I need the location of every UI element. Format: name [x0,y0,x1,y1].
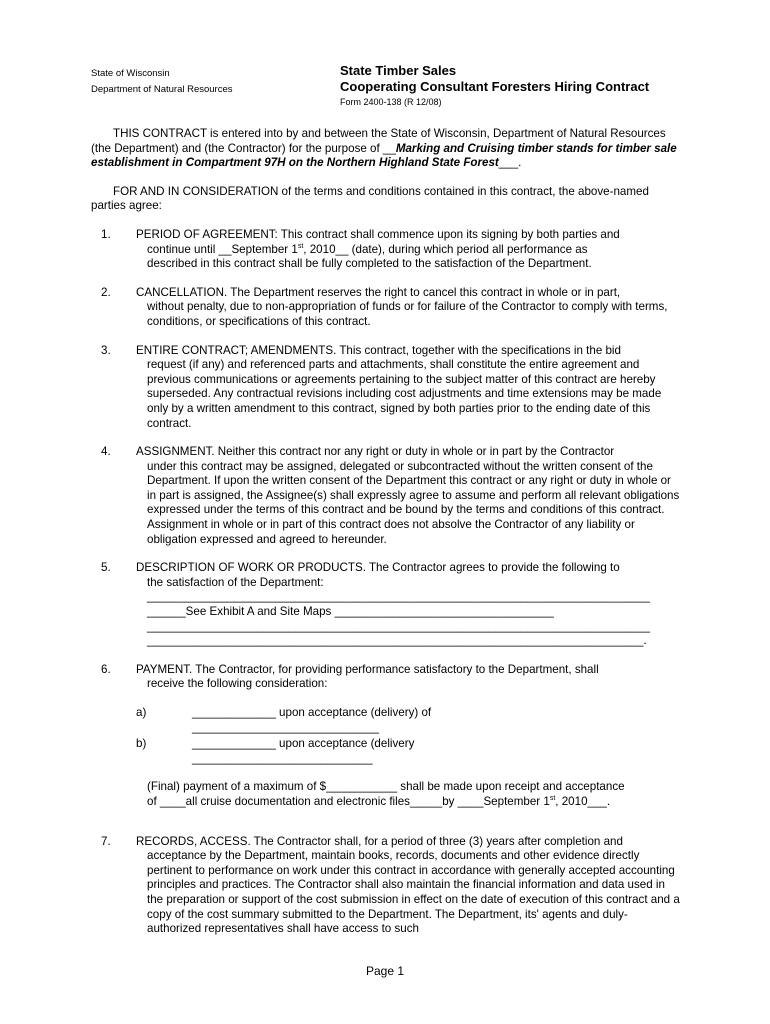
clause-number: 5. [101,561,111,575]
clause-records [91,835,681,937]
page-number: Page 1 [365,964,405,978]
intro-end: ___. [498,156,522,170]
clause-cancellation [91,286,681,330]
clause-number: 6. [101,662,111,676]
payment-line: _____________ upon acceptance (delivery [192,737,415,751]
clause-text-cont: the satisfaction of the Department: [147,575,324,589]
clause-number: 3. [101,343,111,357]
clause-number: 7. [101,834,111,848]
agency-state: State of Wisconsin [91,68,170,79]
clause-description [91,561,681,649]
intro-paragraph [91,127,681,171]
payment-label: b) [136,737,147,751]
clause-text: PAYMENT. The Contractor, for providing performance satisfactory to the Department, shall [136,662,599,676]
final-payment-pre: of ____all cruise documentation and electronic files_____by ____September 1 [147,794,550,808]
payment-line: _____________ upon acceptance (delivery) of [192,706,432,719]
clause-date-pre: continue until __September 1 [147,242,298,256]
final-payment-line: (Final) payment of a maximum of $___________ shall be made upon receipt and acceptance [147,780,625,794]
clause-text: PERIOD OF AGREEMENT: This contract shall commence upon its signing by both parties and [136,227,620,241]
purpose-text: Marking and Cruising timber stands for timber sale establishment in Compartment 97H on the Northern Highland State Forest [91,141,677,170]
ordinal-suffix: st [549,795,556,803]
clause-assignment [91,445,681,547]
document-subtitle: Cooperating Consultant Foresters Hiring Contract [340,79,650,94]
work-description-line: ______See Exhibit A and Site Maps __________________________________ [147,605,554,619]
title-block [340,63,649,108]
payment-blank: ____________________________ [192,751,373,765]
ordinal-suffix: st [297,242,304,250]
document-title: State Timber Sales [340,63,457,78]
clause-date-post: , 2010__ (date), during which period all performance as [303,242,588,256]
clause-text-cont: under this contract may be assigned, delegated or subcontracted without the written consent of the Department. If upon the written consent of the Department this contract or any right or duty in whole or in part is assigned, the Assignee(s) shall expressly agree to assume and perform all relevant obligations expressed under the terms of this contract and be bound by the terms and conditions of this contract. Assignment in whole or in part of this contract does not absolve the Contractor of any liability or obligation expressed and agreed to hereunder. [147,459,680,546]
agency-department: Department of Natural Resources [91,84,233,95]
payment-blank: _____________________________ [192,720,379,734]
intro-text: THIS CONTRACT is entered into by and between the State of Wisconsin, Department of Natural Resources (the Department) and (the Contractor) for the purpose of __ [91,127,666,155]
clause-entire-contract [91,344,681,432]
clause-text: ASSIGNMENT. Neither this contract nor any right or duty in whole or in part by the Contractor [136,445,615,459]
contract-body [91,127,681,951]
agency-block [91,66,233,98]
final-payment-post: , 2010___. [555,794,611,808]
clause-text: DESCRIPTION OF WORK OR PRODUCTS. The Contractor agrees to provide the following to [136,561,620,575]
consideration-paragraph: FOR AND IN CONSIDERATION of the terms and conditions contained in this contract, the above-named parties agree: [91,184,649,213]
clause-text-cont: request (if any) and referenced parts and attachments, shall constitute the entire agreement and previous communications or agreements pertaining to the subject matter of this contract are hereby superseded. Any contractual revisions including cost adjustments and time extensions may be made only by a written amendment to this contract, signed by both parties prior to the ending date of this contract. [147,358,662,430]
clause-text: RECORDS, ACCESS. The Contractor shall, for a period of three (3) years after completion and [136,834,623,848]
work-blank-line: ______________________________________________________________________________ [147,619,650,633]
final-payment-line2 [147,795,681,810]
work-blank-line: ______________________________________________________________________________ [147,590,650,604]
payment-item-a [136,706,681,735]
clause-number: 1. [101,227,111,241]
final-payment [136,780,681,809]
form-number: Form 2400-138 (R 12/08) [340,97,442,107]
clause-text: ENTIRE CONTRACT; AMENDMENTS. This contract, together with the specifications in the bid [136,343,621,357]
clause-text-cont: receive the following consideration: [147,677,328,691]
clause-number: 4. [101,445,111,459]
payment-label: a) [136,706,147,719]
clause-number: 2. [101,285,111,299]
clause-text-cont: without penalty, due to non-appropriation of funds or for failure of the Contractor to comply with terms, conditions, or specifications of this contract. [147,300,668,328]
clause-text: CANCELLATION. The Department reserves the right to cancel this contract in whole or in part, [136,285,621,299]
clause-text-cont: acceptance by the Department, maintain books, records, documents and other evidence directly pertinent to performance on work under this contract in accordance with generally accepted accounting principles and practices. The Contractor shall also maintain the financial information and data used in the preparation or support of the cost submission in effect on the date of execution of this contract and a copy of the cost summary submitted to the Department. The Department, its' agents and duly-authorized representatives shall have access to such [147,849,680,936]
work-blank-line: _____________________________________________________________________________. [147,634,647,648]
clause-text-cont2: described in this contract shall be fully completed to the satisfaction of the Department. [147,257,592,271]
payment-item-b [136,737,681,766]
clause-text-cont [136,243,681,258]
clause-payment [91,663,681,810]
clause-period [91,228,681,272]
